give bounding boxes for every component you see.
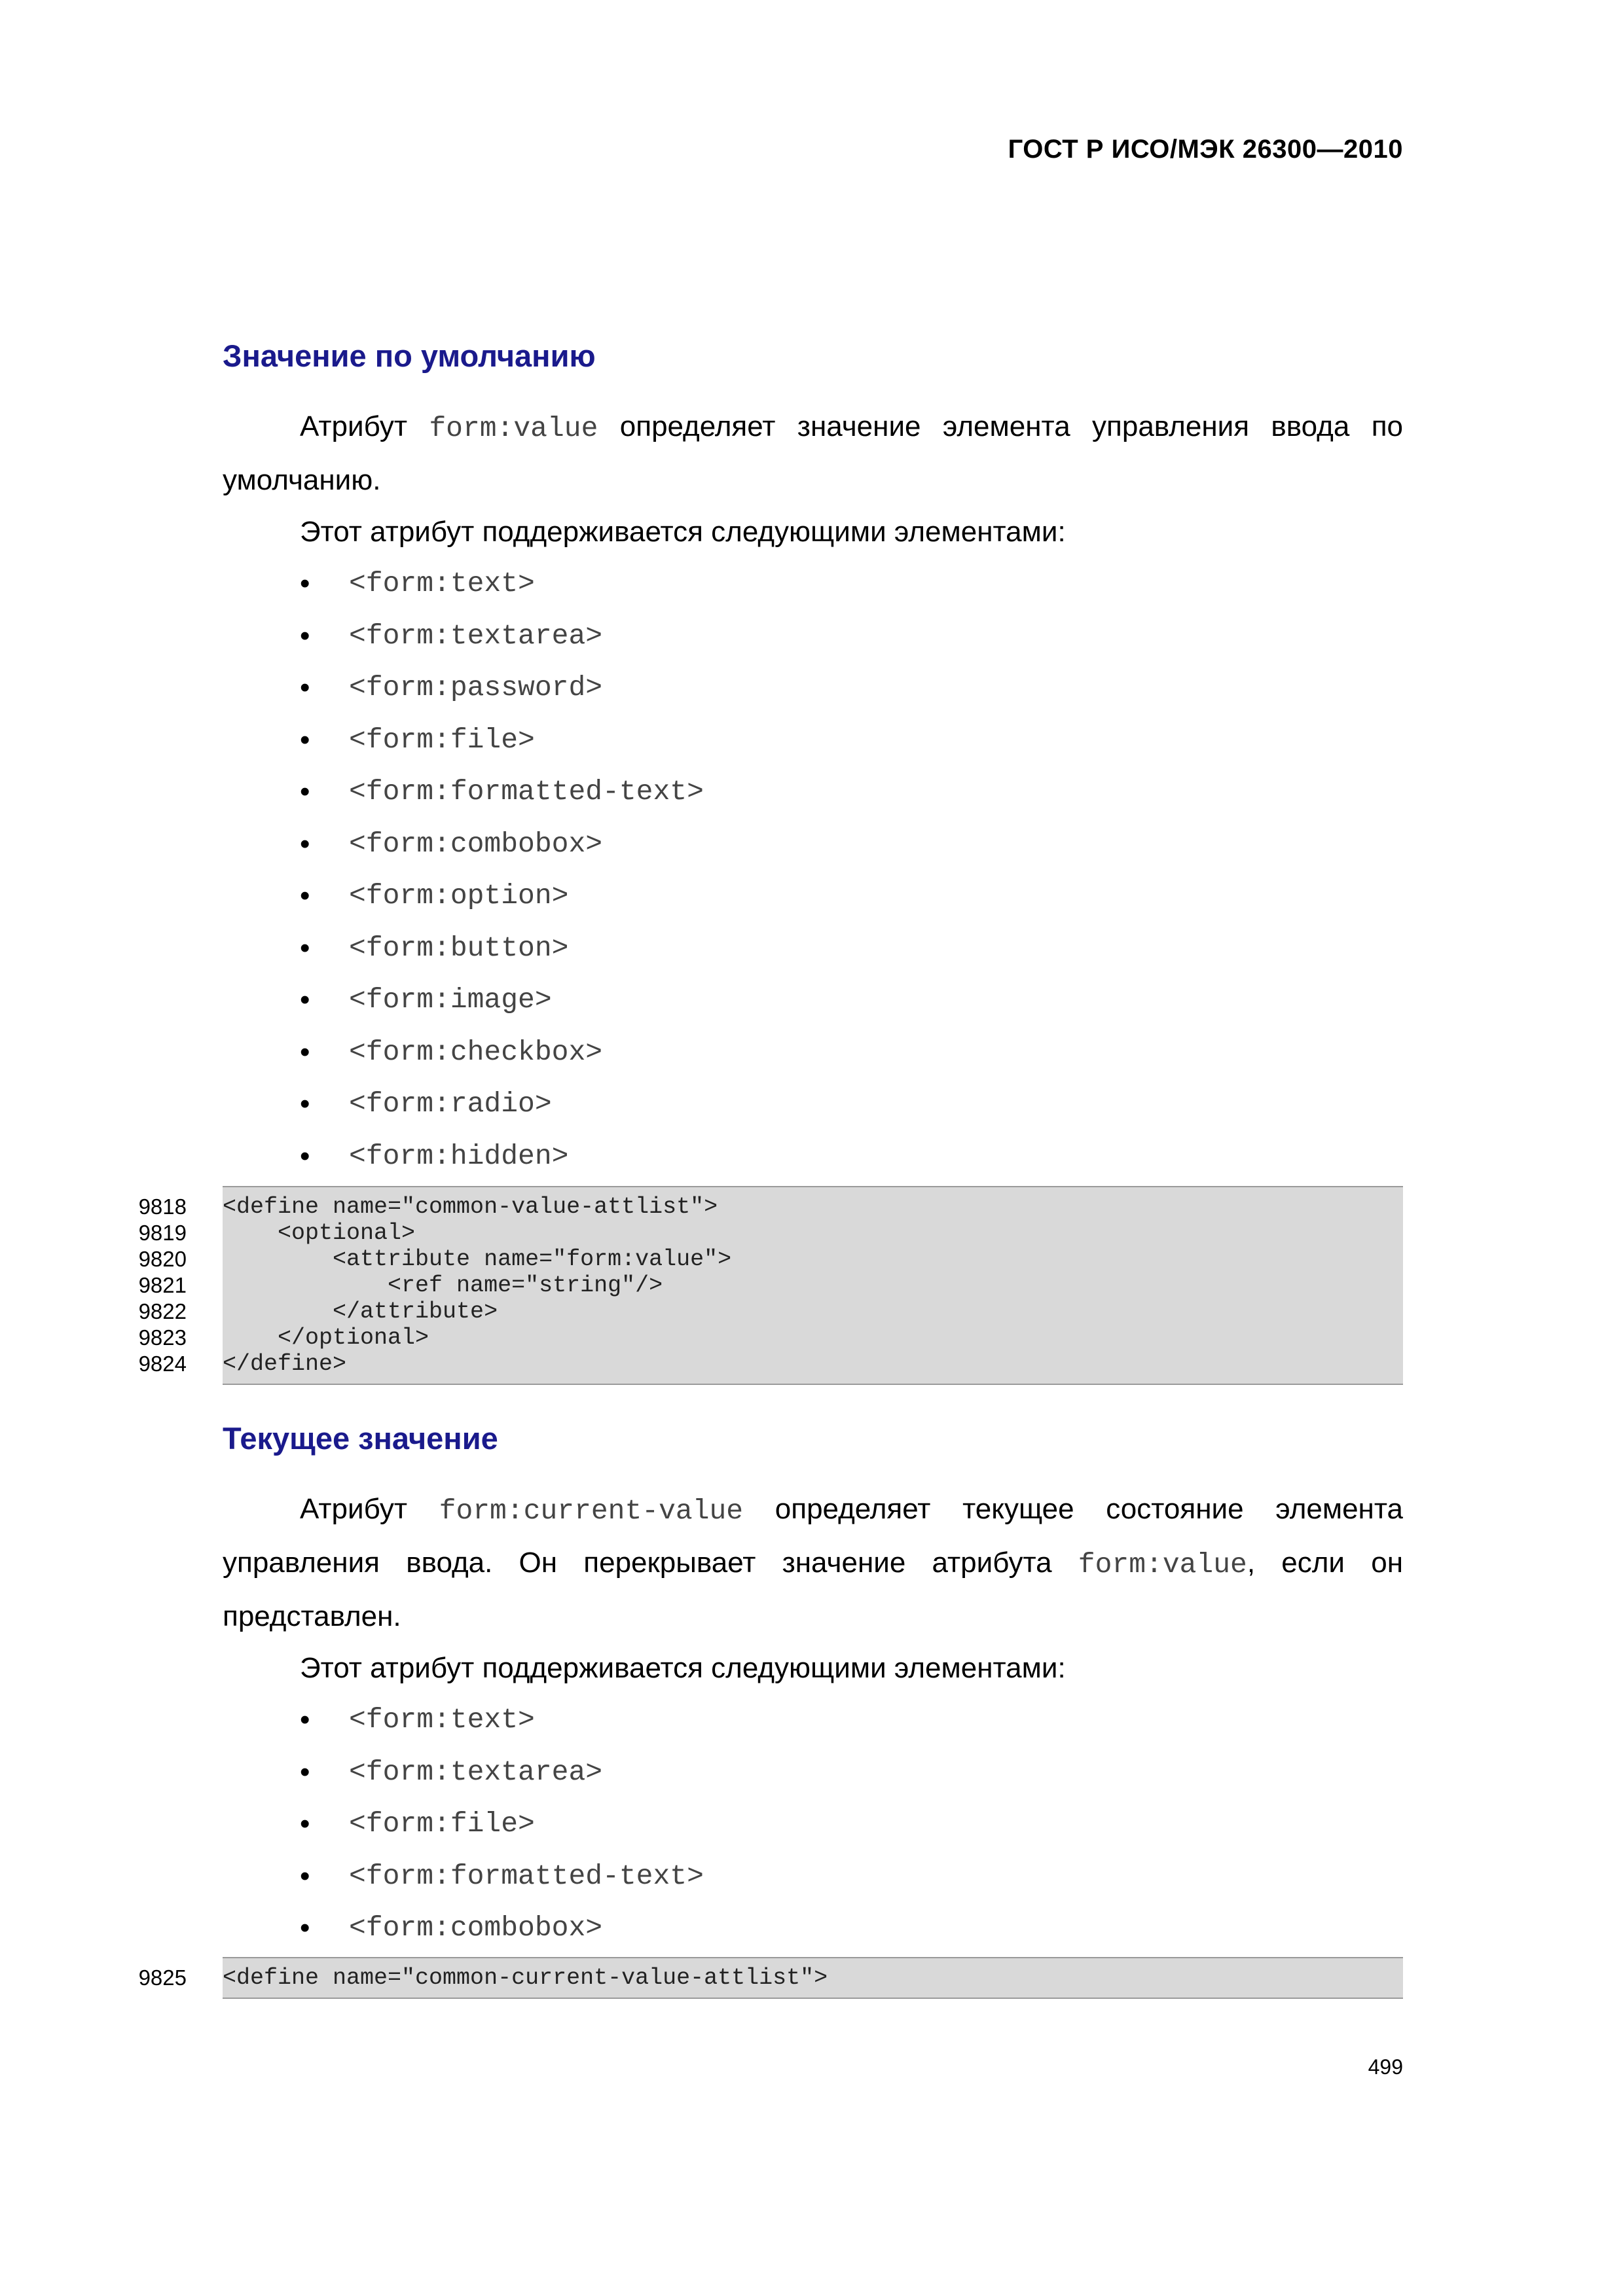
section-default-value — [223, 338, 1403, 374]
element-name: <form:textarea> — [349, 619, 603, 652]
list-item — [223, 818, 1403, 870]
inline-code: form:value — [1078, 1549, 1247, 1581]
bullet-icon: • — [300, 880, 310, 912]
bullet-icon: • — [300, 723, 310, 756]
element-name: <form:checkbox> — [349, 1035, 603, 1068]
line-number: 9819 — [138, 1221, 187, 1245]
code-text: </define> — [223, 1351, 347, 1377]
element-name: <form:text> — [349, 567, 535, 600]
code-line — [138, 1299, 1403, 1325]
code-text: <define name="common-value-attlist"> — [223, 1194, 718, 1220]
code-text: <ref name="string"/> — [223, 1272, 663, 1299]
element-list — [223, 558, 1403, 1182]
line-number: 9823 — [138, 1325, 187, 1350]
paragraph — [223, 401, 1403, 506]
element-name: <form:button> — [349, 931, 569, 964]
section2-body — [223, 1483, 1403, 1954]
list-item — [223, 1850, 1403, 1903]
element-name: <form:combobox> — [349, 827, 603, 860]
element-name: <form:option> — [349, 880, 569, 912]
paragraph: Этот атрибут поддерживается следующими элементами: — [300, 1652, 1066, 1684]
list-item — [223, 1902, 1403, 1954]
section-heading: Текущее значение — [223, 1421, 498, 1456]
section-heading: Значение по умолчанию — [223, 338, 596, 373]
bullet-icon: • — [300, 567, 310, 600]
element-name: <form:formatted-text> — [349, 1859, 704, 1892]
code-line — [138, 1194, 1403, 1220]
code-text: </attribute> — [223, 1299, 498, 1325]
element-name: <form:image> — [349, 984, 552, 1016]
list-item — [223, 766, 1403, 818]
bullet-icon: • — [300, 931, 310, 964]
element-name: <form:password> — [349, 672, 603, 704]
code-text: <define name="common-current-value-attlist"> — [223, 1965, 828, 1991]
paragraph — [223, 1483, 1403, 1642]
list-item — [223, 1798, 1403, 1850]
bullet-icon: • — [300, 1139, 310, 1172]
list-item — [223, 1130, 1403, 1183]
code-line — [138, 1220, 1403, 1246]
section1-body — [223, 401, 1403, 1182]
code-line — [138, 1246, 1403, 1272]
code-text: <attribute name="form:value"> — [223, 1246, 732, 1272]
code-line — [138, 1351, 1403, 1377]
code-line — [138, 1965, 1403, 1991]
bullet-icon: • — [300, 1755, 310, 1788]
code-line — [138, 1272, 1403, 1299]
bullet-icon: • — [300, 984, 310, 1016]
bullet-icon: • — [300, 619, 310, 652]
element-name: <form:radio> — [349, 1088, 552, 1120]
list-item — [223, 1026, 1403, 1079]
element-name: <form:hidden> — [349, 1139, 569, 1172]
bullet-icon: • — [300, 672, 310, 704]
list-item — [223, 662, 1403, 714]
list-item — [223, 1694, 1403, 1746]
inline-code: form:current-value — [439, 1495, 744, 1527]
line-number: 9824 — [138, 1352, 187, 1376]
section-current-value — [223, 1420, 1403, 1456]
element-name: <form:text> — [349, 1704, 535, 1736]
inline-code: form:value — [429, 412, 598, 444]
code-text: </optional> — [223, 1325, 429, 1351]
list-item — [223, 558, 1403, 610]
list-item — [223, 610, 1403, 662]
text: определяет значение элемента управления ввода по умолчанию. — [223, 410, 1403, 496]
paragraph: Этот атрибут поддерживается следующими элементами: — [300, 516, 1066, 548]
element-name: <form:file> — [349, 1808, 535, 1840]
list-item — [223, 922, 1403, 975]
text: Атрибут — [300, 410, 429, 442]
list-item — [223, 870, 1403, 922]
code-text: <optional> — [223, 1220, 416, 1246]
bullet-icon: • — [300, 1859, 310, 1892]
text: определяет текущее состояние элемента управления ввода. Он перекрывает значение атрибута — [223, 1493, 1403, 1579]
element-name: <form:combobox> — [349, 1912, 603, 1944]
list-item — [223, 714, 1403, 766]
code-line — [138, 1325, 1403, 1351]
text: , если он представлен. — [223, 1547, 1403, 1632]
code-block — [138, 1186, 1403, 1385]
line-number: 9825 — [138, 1965, 187, 1990]
element-list — [223, 1694, 1403, 1954]
bullet-icon: • — [300, 1808, 310, 1840]
bullet-icon: • — [300, 1912, 310, 1944]
code-block — [138, 1957, 1403, 1999]
list-item — [223, 1078, 1403, 1130]
line-number: 9820 — [138, 1247, 187, 1271]
document-header: ГОСТ Р ИСО/МЭК 26300—2010 — [1008, 135, 1403, 164]
line-number: 9818 — [138, 1194, 187, 1219]
page-number: 499 — [1368, 2055, 1403, 2079]
bullet-icon: • — [300, 1035, 310, 1068]
bullet-icon: • — [300, 827, 310, 860]
line-number: 9822 — [138, 1299, 187, 1323]
bullet-icon: • — [300, 776, 310, 808]
bullet-icon: • — [300, 1704, 310, 1736]
element-name: <form:textarea> — [349, 1755, 603, 1788]
element-name: <form:file> — [349, 723, 535, 756]
list-item — [223, 1746, 1403, 1799]
bullet-icon: • — [300, 1088, 310, 1120]
line-number: 9821 — [138, 1273, 187, 1297]
list-item — [223, 974, 1403, 1026]
text: Атрибут — [300, 1493, 439, 1525]
element-name: <form:formatted-text> — [349, 776, 704, 808]
